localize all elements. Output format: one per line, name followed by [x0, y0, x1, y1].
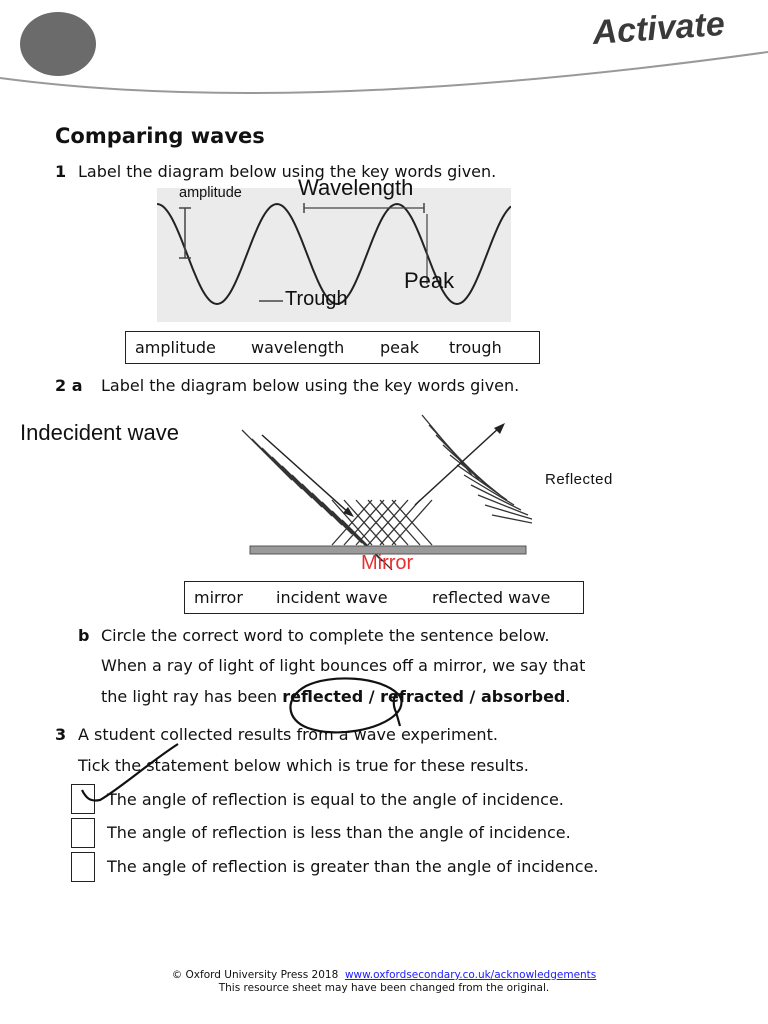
statement: The angle of reflection is less than the angle of incidence.: [107, 823, 571, 842]
q3-number: 3: [55, 725, 67, 744]
reflected-wavefront: [450, 455, 500, 495]
q1-keyword: amplitude: [135, 338, 216, 357]
statement: The angle of reflection is greater than the angle of incidence.: [107, 857, 599, 876]
q1-keyword: trough: [449, 338, 502, 357]
page-title: Comparing waves: [55, 124, 265, 148]
footer-note: This resource sheet may have been changed from the original.: [218, 982, 550, 994]
q2-keyword: reflected wave: [432, 588, 551, 607]
reflected-wavefront: [492, 515, 532, 525]
tick-box[interactable]: [71, 852, 95, 882]
q2-keyword: mirror: [194, 588, 243, 607]
q1-keyword: peak: [380, 338, 420, 357]
footer-link[interactable]: www.oxfordsecondary.co.uk/acknowledgements: [344, 969, 597, 981]
q2b-options: reflected / refracted / absorbed: [282, 687, 566, 706]
q3-line2: Tick the statement below which is true for these results.: [78, 756, 529, 775]
q2-part-a: a: [71, 376, 83, 395]
label-amplitude: amplitude: [179, 185, 242, 201]
q3-line1: A student collected results from a wave experiment.: [78, 725, 498, 744]
q1-instruction: Label the diagram below using the key words given.: [78, 162, 497, 181]
q2b-line2-start: the light ray has been: [101, 687, 283, 706]
q1-number: 1: [55, 162, 67, 181]
handwritten-tick: [60, 740, 200, 810]
q2a-instruction: Label the diagram below using the key words given.: [101, 376, 520, 395]
reflected-wavefront: [471, 485, 521, 510]
label-trough: Trough: [285, 288, 348, 310]
q2b-sentence-line1: When a ray of light of light bounces off a mirror, we say that: [101, 656, 586, 675]
reflection-diagram: [232, 405, 532, 570]
reflected-wavefront: [457, 465, 507, 500]
q1-keyword: wavelength: [251, 338, 345, 357]
q2-part-b: b: [78, 626, 90, 645]
label-wavelength: Wavelength: [298, 175, 414, 200]
label-reflected: Reflected: [545, 471, 613, 488]
label-mirror: Mirror: [361, 552, 414, 574]
q2-number: [55, 376, 83, 395]
footer-line1: [0, 969, 768, 981]
label-peak: Peak: [404, 268, 455, 293]
brand-title: Activate: [591, 4, 726, 53]
footer-copyright: © Oxford University Press 2018: [171, 969, 339, 981]
tick-box[interactable]: [71, 818, 95, 848]
q2-number-text: 2: [55, 376, 67, 395]
incident-wavefront: [312, 493, 362, 543]
q2b-line2-end: .: [565, 687, 571, 706]
q2-keyword: incident wave: [276, 588, 388, 607]
q2b-instruction: Circle the correct word to complete the sentence below.: [101, 626, 550, 645]
statement: The angle of reflection is equal to the angle of incidence.: [107, 790, 564, 809]
label-incident: Indecident wave: [20, 420, 179, 445]
reflected-wavefront: [464, 475, 514, 505]
